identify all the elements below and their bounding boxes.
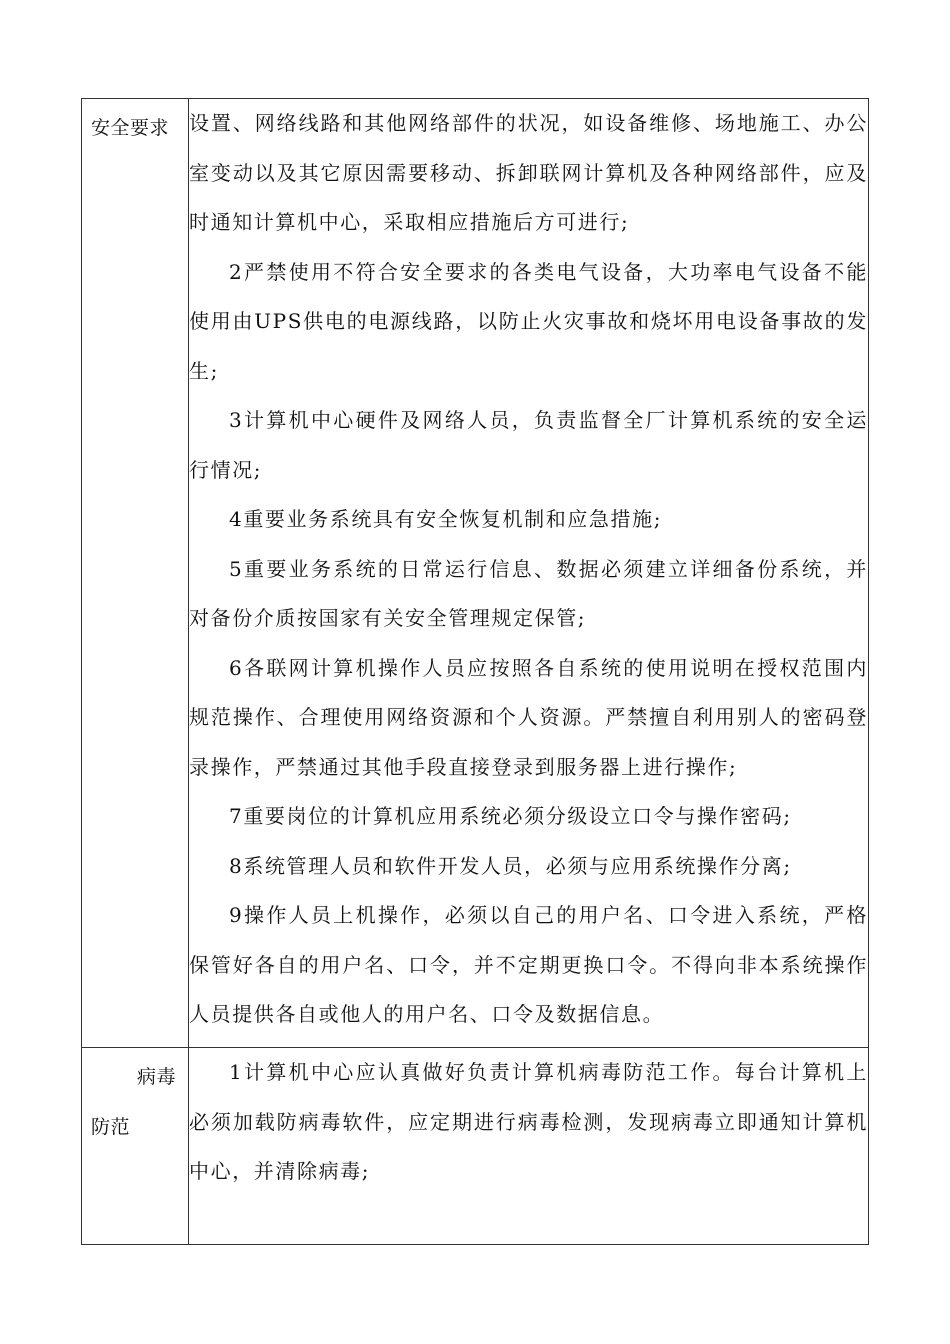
paragraph: 5重要业务系统的日常运行信息、数据必须建立详细备份系统，并对备份介质按国家有关安全管理规定保管; xyxy=(189,556,868,630)
paragraph: 3计算机中心硬件及网络人员，负责监督全厂计算机系统的安全运行情况; xyxy=(189,408,868,482)
paragraph: 8系统管理人员和软件开发人员，必须与应用系统操作分离; xyxy=(229,853,792,878)
table-row-security xyxy=(82,99,869,1048)
paragraph: 2严禁使用不符合安全要求的各类电气设备，大功率电气设备不能使用由UPS供电的电源线路，以防止火灾事故和烧坏用电设备事故的发生; xyxy=(189,259,868,383)
paragraph: 1计算机中心应认真做好负责计算机病毒防范工作。每台计算机上必须加载防病毒软件，应定期进行病毒检测，发现病毒立即通知计算机中心，并清除病毒; xyxy=(189,1060,868,1183)
table-row-virus xyxy=(82,1048,869,1245)
label-line: 病毒 xyxy=(137,1066,177,1088)
section-label-virus xyxy=(82,1048,188,1140)
paragraph: 7重要岗位的计算机应用系统必须分级设立口令与操作密码; xyxy=(229,804,792,828)
paragraph: 设置、网络线路和其他网络部件的状况，如设备维修、场地施工、办公室变动以及其它原因需要移动、拆卸联网计算机及各种网络部件，应及时通知计算机中心，采取相应措施后方可进行; xyxy=(189,111,868,234)
requirements-table xyxy=(81,98,869,1245)
content-cell xyxy=(189,99,869,1048)
content-cell xyxy=(189,1048,869,1245)
label-cell xyxy=(82,1048,189,1245)
section-label-security: 安全要求 xyxy=(91,117,170,139)
label-line: 防范 xyxy=(91,1116,131,1138)
paragraph: 6各联网计算机操作人员应按照各自系统的使用说明在授权范围内规范操作、合理使用网络资源和个人资源。严禁擅自利用别人的密码登录操作，严禁通过其他手段直接登录到服务器上进行操作; xyxy=(189,655,868,779)
label-cell xyxy=(82,99,189,1048)
paragraph: 9操作人员上机操作，必须以自己的用户名、口令进入系统，严格保管好各自的用户名、口令，并不定期更换口令。不得向非本系统操作人员提供各自或他人的用户名、口令及数据信息。 xyxy=(189,903,868,1026)
paragraph: 4重要业务系统具有安全恢复机制和应急措施; xyxy=(229,507,663,531)
